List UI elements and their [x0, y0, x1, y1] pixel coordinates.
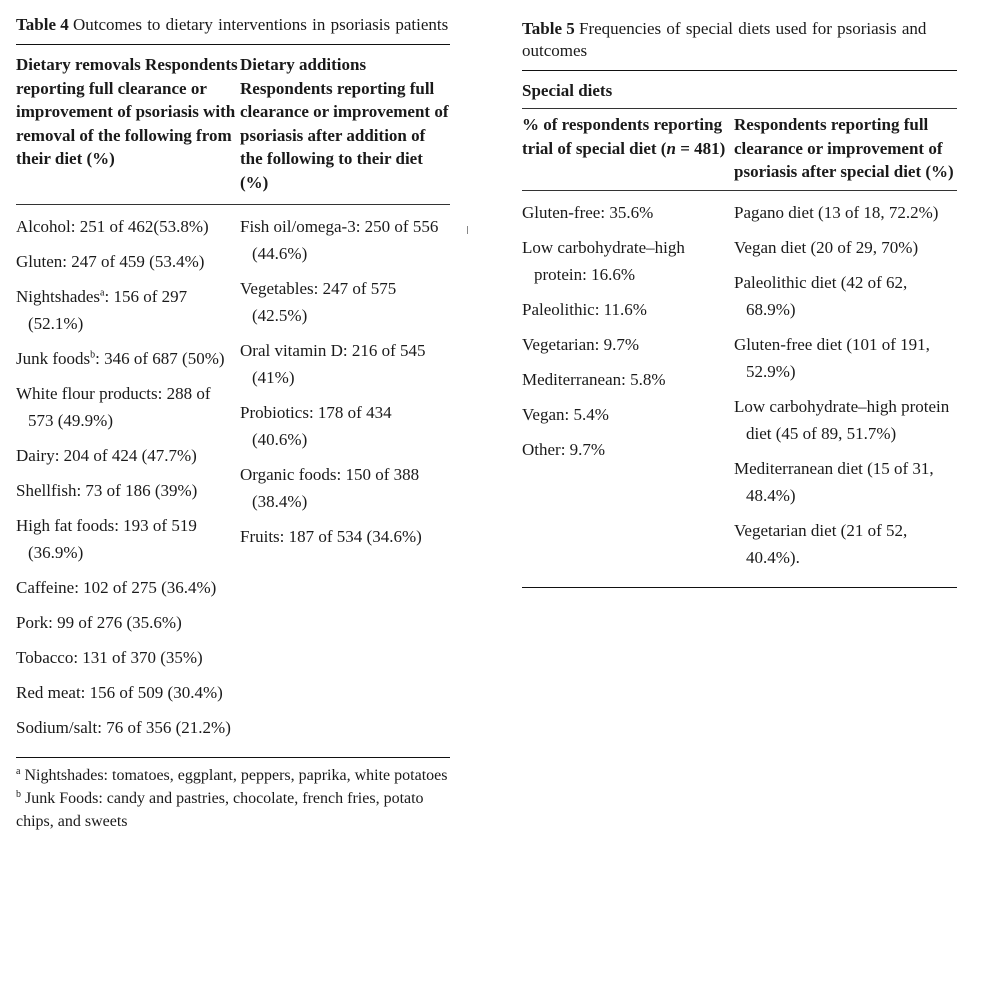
table-4-bottom-rule — [16, 757, 450, 758]
removal-item: Pork: 99 of 276 (35.6%) — [16, 613, 182, 632]
table-4-additions-header: Dietary additions Respondents reporting full clearance or improvement of psoriasis after addition of the following to their diet (%) — [240, 55, 449, 192]
removal-item: Caffeine: 102 of 275 (36.4%) — [16, 578, 217, 597]
table-5-body — [522, 191, 957, 587]
addition-item: Oral vitamin D: 216 of 545 (41%) — [240, 341, 426, 387]
table-5-trials-header — [522, 113, 734, 184]
addition-item: Probiotics: 178 of 434 (40.6%) — [240, 403, 392, 449]
addition-item: Fruits: 187 of 534 (34.6%) — [240, 527, 422, 546]
diet-trial-item: Vegan: 5.4% — [522, 404, 609, 424]
footnote-a-mark: a — [16, 766, 21, 777]
trials-header-part-a: % of respondents reporting trial of special diet ( — [522, 115, 723, 158]
removal-item: Tobacco: 131 of 370 (35%) — [16, 648, 203, 667]
footnote-b — [16, 787, 450, 833]
removal-item: Shellfish: 73 of 186 (39%) — [16, 481, 198, 500]
removal-item: Alcohol: 251 of 462(53.8%) — [16, 217, 209, 236]
removal-item-label: Nightshades — [16, 287, 101, 306]
footnote-b-mark: b — [16, 789, 21, 800]
table-5-outcomes-header: Respondents reporting full clearance or improvement of psoriasis after special diet (%) — [734, 115, 954, 181]
removal-item: Dairy: 204 of 424 (47.7%) — [16, 446, 197, 465]
removal-item: High fat foods: 193 of 519 (36.9%) — [16, 516, 197, 562]
removal-item: Gluten: 247 of 459 (53.4%) — [16, 252, 205, 271]
removal-item-value: : 346 of 687 (50%) — [95, 349, 225, 368]
removal-item-value: : 156 of 297 (52.1%) — [28, 287, 188, 333]
table-5-title: Frequencies of special diets used for psoriasis and outcomes — [522, 19, 927, 60]
table-5-number: Table 5 — [522, 19, 575, 38]
removal-item-footnote-mark: b — [90, 349, 96, 361]
table-5-trials-column — [522, 199, 734, 579]
table-4-footnotes — [16, 764, 450, 833]
table-4-removals-column — [16, 213, 240, 749]
footnote-a — [16, 764, 450, 787]
table-4-caption — [16, 14, 450, 36]
addition-item: Vegetables: 247 of 575 (42.5%) — [240, 279, 397, 325]
table-4-additions-column — [240, 213, 450, 749]
table-5-outcomes-column — [734, 199, 957, 579]
table-5-caption — [522, 18, 957, 62]
trials-header-n: n — [666, 138, 676, 158]
diet-trial-item: Mediterranean: 5.8% — [522, 369, 666, 389]
addition-item: Organic foods: 150 of 388 (38.4%) — [240, 465, 420, 511]
margin-tick — [467, 226, 468, 234]
table-4-number: Table 4 — [16, 15, 69, 34]
diet-outcome-item: Mediterranean diet (15 of 31, 48.4%) — [734, 458, 934, 505]
removal-item — [16, 283, 240, 337]
footnote-a-text: Nightshades: tomatoes, eggplant, peppers, paprika, white potatoes — [24, 767, 448, 784]
table-5-header-row — [522, 109, 957, 190]
diet-trial-item: Vegetarian: 9.7% — [522, 334, 640, 354]
table-4-title: Outcomes to dietary interventions in psoriasis patients — [73, 15, 449, 34]
table-5-subheader: Special diets — [522, 81, 613, 100]
removal-item-footnote-mark: a — [100, 287, 105, 299]
diet-trial-item: Gluten-free: 35.6% — [522, 202, 654, 222]
diet-outcome-item: Pagano diet (13 of 18, 72.2%) — [734, 202, 939, 222]
diet-trial-item: Other: 9.7% — [522, 439, 606, 459]
diet-trial-item: Paleolithic: 11.6% — [522, 299, 647, 319]
removal-item: Red meat: 156 of 509 (30.4%) — [16, 683, 223, 702]
table-4-body — [16, 205, 450, 757]
diet-outcome-item: Gluten-free diet (101 of 191, 52.9%) — [734, 334, 930, 381]
table-4 — [16, 14, 450, 833]
diet-outcome-item: Vegetarian diet (21 of 52, 40.4%). — [734, 520, 908, 567]
diet-trial-item: Low carbohydrate–high protein: 16.6% — [522, 237, 685, 284]
table-4-header-row — [16, 45, 450, 204]
removal-item-label: Junk foods — [16, 349, 91, 368]
table-5 — [522, 18, 957, 588]
diet-outcome-item: Vegan diet (20 of 29, 70%) — [734, 237, 919, 257]
table-5-bottom-rule — [522, 587, 957, 588]
removal-item — [16, 345, 240, 372]
trials-header-part-b: = 481) — [675, 138, 726, 158]
diet-outcome-item: Paleolithic diet (42 of 62, 68.9%) — [734, 272, 908, 319]
removal-item: Sodium/salt: 76 of 356 (21.2%) — [16, 718, 231, 737]
footnote-b-text: Junk Foods: candy and pastries, chocolate, french fries, potato chips, and sweets — [16, 790, 424, 830]
removal-item: White flour products: 288 of 573 (49.9%) — [16, 384, 211, 430]
table-4-removals-header: Dietary removals Respondents reporting full clearance or improvement of psoriasis with removal of the following from their diet (%) — [16, 55, 238, 168]
diet-outcome-item: Low carbohydrate–high protein diet (45 of 89, 51.7%) — [734, 396, 950, 443]
addition-item: Fish oil/omega-3: 250 of 556 (44.6%) — [240, 217, 439, 263]
